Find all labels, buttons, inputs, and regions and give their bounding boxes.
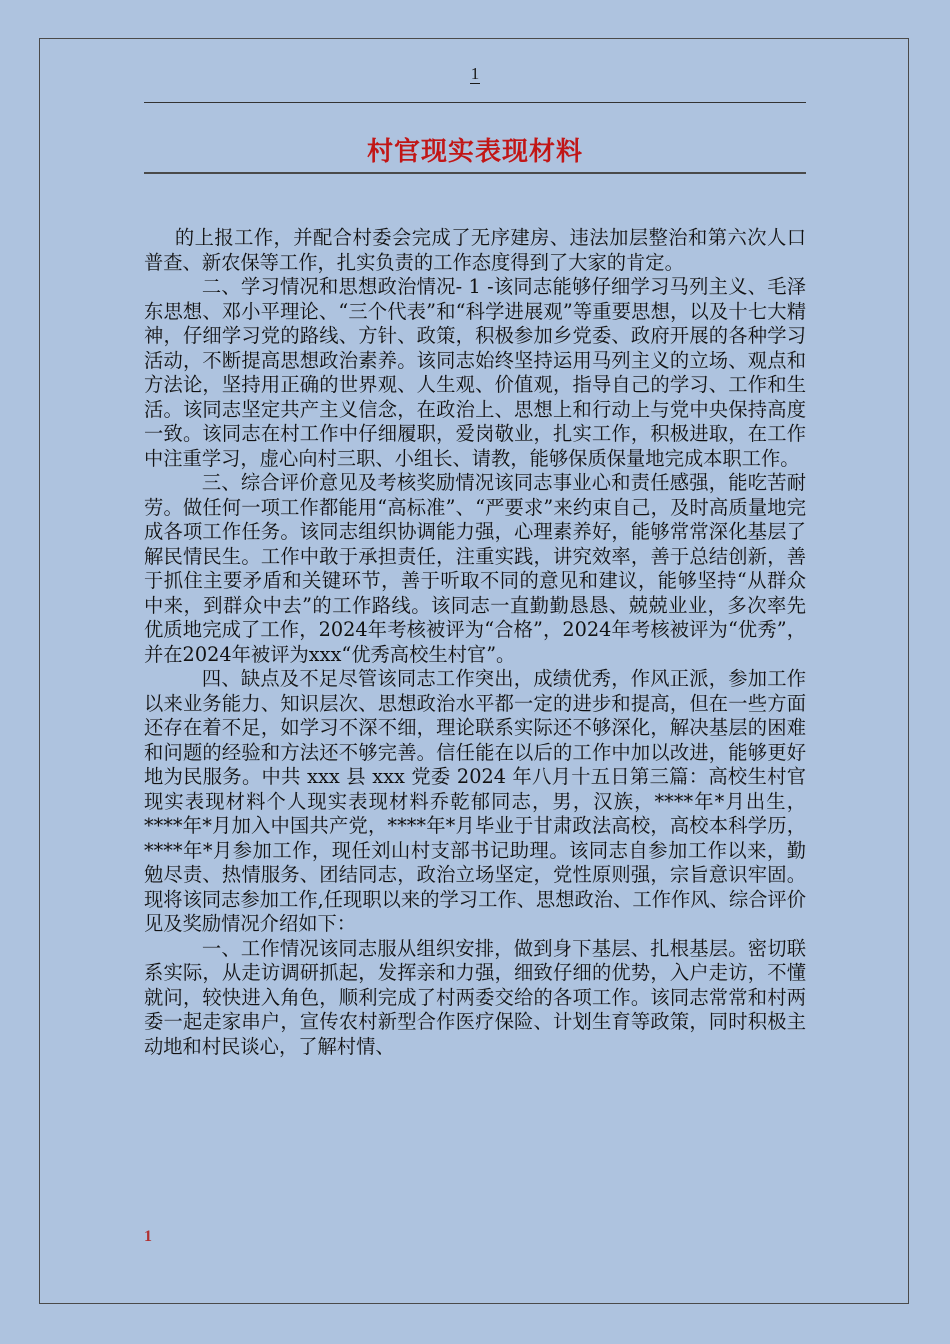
footer-page-number: 1 — [144, 1228, 152, 1245]
title-divider — [144, 172, 806, 174]
paragraph: 二、学习情况和思想政治情况- 1 -该同志能够仔细学习马列主义、毛泽东思想、邓小平理论、“三个代表”和“科学进展观”等重要思想，以及十七大精神，仔细学习党的路线、方针、政策，积极参加乡党委、政府开展的各种学习活动，不断提高思想政治素养。该同志始终坚持运用马列主义的立场、观点和方法论，坚持用正确的世界观、人生观、价值观，指导自己的学习、工作和生活。该同志坚定共产主义信念，在政治上、思想上和行动上与党中央保持高度一致。该同志在村工作中仔细履职，爱岗敬业，扎实工作，积极进取，在工作中注重学习，虚心向村三职、小组长、请教，能够保质保量地完成本职工作。 — [144, 275, 806, 470]
paragraph: 的上报工作，并配合村委会完成了无序建房、违法加层整治和第六次人口普查、新农保等工作，扎实负责的工作态度得到了大家的肯定。 — [144, 226, 806, 274]
paragraph: 三、综合评价意见及考核奖励情况该同志事业心和责任感强，能吃苦耐劳。做任何一项工作都能用“高标准”、“严要求”来约束自己，及时高质量地完成各项工作任务。该同志组织协调能力强，心理素养好，能够常常深化基层了解民情民生。工作中敢于承担责任，注重实践，讲究效率，善于总结创新，善于抓住主要矛盾和关键环节，善于听取不同的意见和建议，能够坚持“从群众中来，到群众中去”的工作路线。该同志一直勤勤恳恳、兢兢业业，多次率先优质地完成了工作，2024年考核被评为“合格”，2024年考核被评为“优秀”，并在2024年被评为xxx“优秀高校生村官”。 — [144, 471, 806, 666]
document-body — [144, 226, 806, 1059]
header-divider — [144, 102, 806, 103]
document-title: 村官现实表现材料 — [366, 137, 583, 167]
header-page-number-text: 1 — [470, 64, 480, 83]
paragraph: 一、工作情况该同志服从组织安排，做到身下基层、扎根基层。密切联系实际，从走访调研抓起，发挥亲和力强，细致仔细的优势，入户走访，不懂就问，较快进入角色，顺利完成了村两委交给的各项工作。该同志常常和村两委一起走家串户，宣传农村新型合作医疗保险、计划生育等政策，同时积极主动地和村民谈心，了解村情、 — [144, 936, 806, 1058]
paragraph: 四、缺点及不足尽管该同志工作突出，成绩优秀，作风正派，参加工作以来业务能力、知识层次、思想政治水平都一定的进步和提高，但在一些方面还存在着不足，如学习不深不细，理论联系实际还不够深化，解决基层的困难和问题的经验和方法还不够完善。信任能在以后的工作中加以改进，能够更好地为民服务。中共 xxx 县 xxx 党委 2024 年八月十五日第三篇：高校生村官现实表现材料个人现实表现材料乔乾郁同志，男，汉族，****年*月出生，****年*月加入中国共产党，****年*月毕业于甘肃政法高校，高校本科学历，****年*月参加工作，现任刘山村支部书记助理。该同志自参加工作以来，勤勉尽责、热情服务、团结同志，政治立场坚定，党性原则强，宗旨意识牢固。现将该同志参加工作,任现职以来的学习工作、思想政治、工作作风、综合评价见及奖励情况介绍如下： — [144, 667, 806, 935]
header-page-number — [0, 64, 950, 84]
